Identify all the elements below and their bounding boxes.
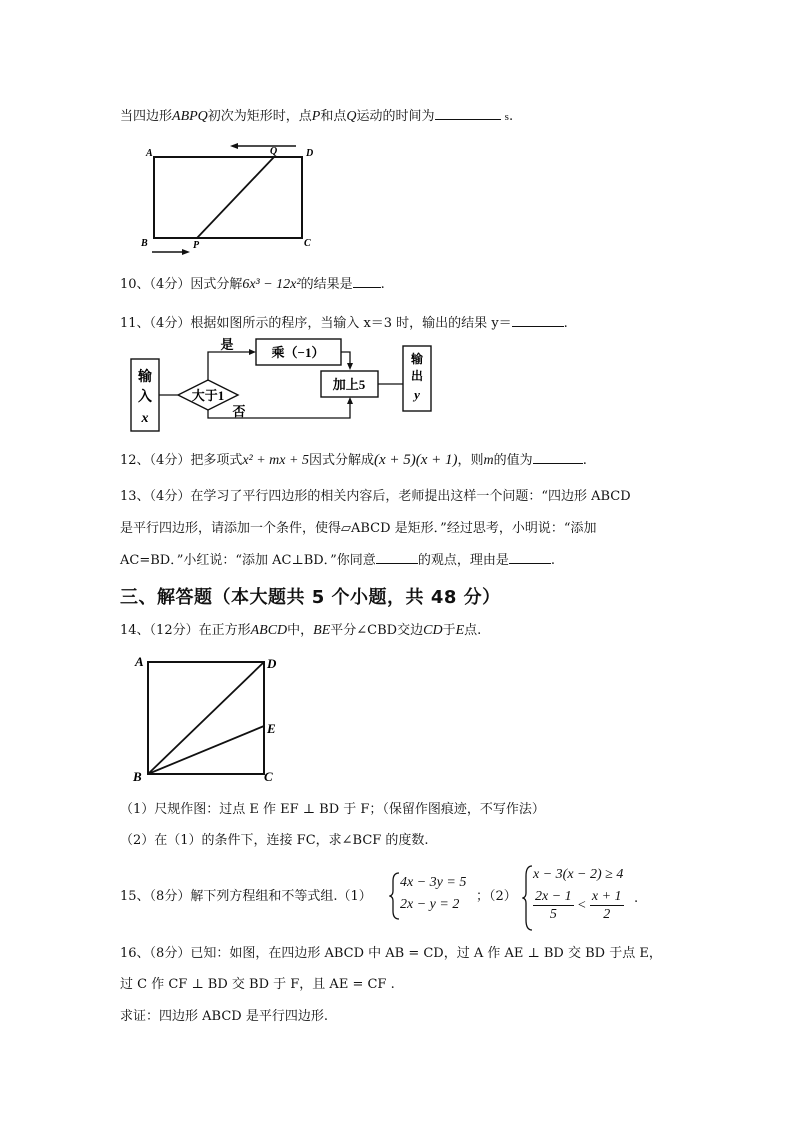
q14-text	[120, 621, 481, 641]
q14-at: 于	[442, 623, 456, 638]
q15-end: .	[634, 891, 639, 906]
q15-frac2-den: 2	[603, 907, 611, 922]
yes-label: 是	[220, 337, 234, 352]
label-e: E	[267, 721, 276, 736]
q14-num: 14、（12分）在正方形	[120, 623, 251, 638]
q11-body: 11、（4分）根据如图所示的程序，当输入 x＝3 时，输出的结果 y＝	[120, 316, 512, 331]
q15-system-2	[533, 864, 624, 923]
q13-line-3	[120, 550, 555, 571]
q13-blank-reason[interactable]	[509, 550, 551, 564]
q15-system-1	[400, 872, 466, 916]
label-c: C	[304, 238, 311, 249]
label-p: P	[193, 240, 200, 251]
arrow-q-head	[230, 143, 238, 149]
q11-flowchart	[128, 336, 438, 434]
q15-eq1: 4x − 3y = 5	[400, 875, 467, 890]
label-d: D	[267, 656, 277, 671]
q13-line3c: .	[550, 553, 555, 568]
q14-mid: 中，	[287, 623, 314, 638]
decision-label: 大于1	[191, 388, 225, 403]
q16-line-3: 求证：四边形 ABCD 是平行四边形.	[120, 1009, 328, 1024]
q10-num: 10、（4分）因式分解	[120, 277, 243, 292]
q12-middle: 因式分解成	[308, 453, 374, 468]
q9-prefix: 当四边形	[120, 109, 173, 124]
diagonal-bd	[148, 662, 264, 774]
q10-suffix: 的结果是	[300, 277, 353, 292]
q14-e: E	[455, 623, 465, 638]
output-label-y: y	[414, 387, 420, 402]
q10-text	[120, 274, 385, 295]
q16-line-1: 16、（8分）已知：如图，在四边形 ABCD 中 AB = CD，过 A 作 AE ⊥ BD 交 BD 于点 E，	[120, 946, 662, 961]
q12-end: .	[582, 453, 587, 468]
q12-answer-blank[interactable]	[533, 450, 583, 464]
q9-middle: 初次为矩形时，点	[207, 109, 312, 124]
arrow-no	[347, 397, 353, 404]
q12-num: 12、（4分）把多项式	[120, 453, 243, 468]
label-b: B	[141, 238, 148, 249]
q15-ineq1: x − 3(x − 2) ≥ 4	[533, 867, 624, 882]
q13-line3a: AC=BD．”小红说：“添加 AC⊥BD．”你同意	[120, 553, 376, 568]
input-label-1: 输	[138, 370, 152, 385]
q11-end: .	[563, 316, 568, 331]
q15-frac1	[533, 888, 574, 923]
q12-suffix: 的值为	[493, 453, 533, 468]
label-b: B	[133, 769, 142, 784]
multiply-label: 乘（−1）	[271, 345, 325, 360]
arrow-p-head	[182, 249, 190, 255]
q15-lt: <	[577, 898, 586, 913]
q11-text	[120, 313, 568, 334]
q9-q: Q	[346, 109, 357, 124]
label-a: A	[135, 654, 144, 669]
q12-then: ，则	[457, 453, 484, 468]
input-label-2: 入	[138, 390, 152, 405]
arrow-multiply-add	[347, 363, 353, 370]
q15-ineq2	[533, 888, 624, 923]
q9-rectangle-figure	[138, 140, 328, 260]
q13-line-1: 13、（4分）在学习了平行四边形的相关内容后，老师提出这样一个问题：“四边形 ABCD	[120, 489, 631, 504]
label-q: Q	[270, 146, 278, 157]
q14-part-1: （1）尺规作图：过点 E 作 EF ⊥ BD 于 F；（保留作图痕迹，不写作法）	[120, 802, 545, 817]
rect-abcd	[154, 157, 302, 238]
q9-suffix: 运动的时间为	[356, 109, 435, 124]
q14-bisect: 平分∠CBD	[330, 623, 398, 638]
segment-pq	[197, 157, 274, 238]
q14-square-figure	[130, 650, 290, 788]
q15-frac2-num: x + 1	[591, 889, 622, 904]
q10-answer-blank[interactable]	[353, 274, 381, 288]
q10-end: .	[380, 277, 385, 292]
output-label-2: 出	[410, 369, 424, 383]
segment-be	[148, 726, 264, 774]
output-label-1: 输	[410, 352, 424, 366]
q13-blank-who[interactable]	[376, 550, 418, 564]
input-label-x: x	[141, 411, 149, 426]
q15-frac2	[590, 888, 624, 923]
q9-and: 和点	[320, 109, 347, 124]
label-d: D	[306, 148, 314, 159]
q15-lead: 15、（8分）解下列方程组和不等式组.（1）	[120, 889, 372, 904]
q9-p: P	[311, 109, 321, 124]
q12-text	[120, 450, 587, 471]
label-a: A	[146, 148, 153, 159]
q11-answer-blank[interactable]	[512, 313, 564, 327]
add-label: 加上5	[332, 377, 366, 392]
q12-factored: (x + 5)(x + 1)	[373, 452, 458, 468]
q13-line-2: 是平行四边形，请添加一个条件，使得▱ABCD 是矩形．”经过思考，小明说：“添加	[120, 521, 597, 536]
q16-line-2: 过 C 作 CF ⊥ BD 交 BD 于 F，且 AE = CF .	[120, 977, 395, 992]
q14-end: 点.	[464, 623, 482, 638]
q9-quad: ABPQ	[172, 109, 208, 124]
line-yes	[208, 352, 253, 380]
q14-cd: CD	[423, 623, 443, 638]
q14-part-2: （2）在（1）的条件下，连接 FC，求∠BCF 的度数.	[120, 833, 429, 848]
q12-poly: x² + mx + 5	[242, 453, 309, 468]
q9-unit: s	[504, 111, 509, 123]
label-c: C	[264, 769, 273, 784]
section-3-heading: 三、解答题（本大题共 5 个小题，共 48 分）	[120, 587, 501, 608]
q15-eq2: 2x − y = 2	[400, 897, 460, 912]
q15-sep: ；（2）	[476, 889, 517, 904]
q14-sq: ABCD	[250, 623, 288, 638]
q13-line3b: 的观点，理由是	[417, 553, 509, 568]
q10-expr: 6x³ − 12x²	[242, 277, 301, 292]
q14-be: BE	[313, 623, 331, 638]
line-no	[208, 401, 350, 418]
q9-end: .	[508, 109, 514, 124]
q15-frac1-num: 2x − 1	[535, 889, 572, 904]
q15-frac1-den: 5	[549, 907, 557, 922]
q12-m: m	[483, 453, 494, 468]
q9-answer-blank[interactable]	[435, 106, 501, 120]
arrow-yes	[249, 349, 256, 355]
no-label: 否	[232, 404, 246, 419]
q14-cross: 交边	[397, 623, 424, 638]
q9-tail-text	[120, 106, 513, 127]
